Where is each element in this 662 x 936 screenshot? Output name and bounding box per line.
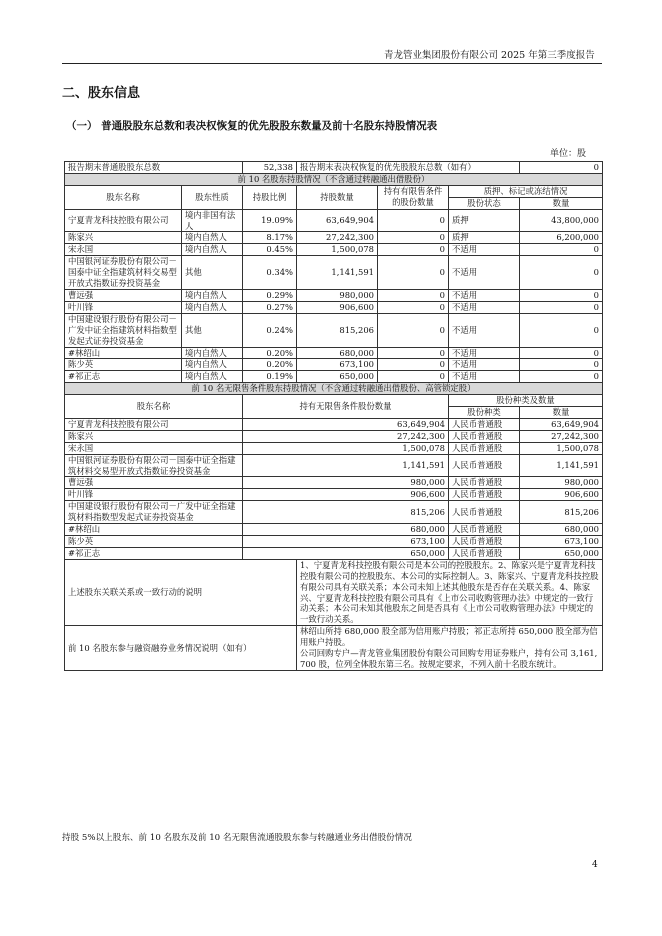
holder-qty: 906,600 (297, 301, 378, 313)
shareholder-table (64, 161, 603, 671)
holder-restricted: 0 (378, 301, 449, 313)
holder-ratio: 8.17% (243, 232, 297, 244)
section-title: 二、股东信息 (62, 86, 141, 101)
top10-row (65, 289, 603, 301)
holder-amount: 0 (520, 301, 603, 313)
u-amount: 815,206 (520, 501, 603, 524)
u-holder-name: 宁夏青龙科技控股有限公司 (65, 418, 243, 430)
u-share-type: 人民币普通股 (449, 501, 520, 524)
holder-status: 不适用 (449, 256, 520, 290)
holder-amount: 6,200,000 (520, 232, 603, 244)
holder-status: 质押 (449, 232, 520, 244)
u-holder-name: 曹远强 (65, 477, 243, 489)
holder-qty: 815,206 (297, 313, 378, 347)
margin-text-1: 林绍山所持 680,000 股全部为信用账户持股；祁正志所持 650,000 股全部为信用账户持股。 (300, 626, 598, 648)
u-share-type: 人民币普通股 (449, 524, 520, 536)
u-holder-qty: 63,649,904 (243, 418, 449, 430)
relation-text: 1、宁夏青龙科技控股有限公司是本公司的控股股东。2、陈家兴是宁夏青龙科技控股有限公司的控股股东、本公司的实际控制人。3、陈家兴、宁夏青龙科技控股有限公司具有关联关系；本公司未知上述其他股东是否存在关联关系。4、陈家兴、宁夏青龙科技控股有限公司具有《上市公司收购管理办法》中规定的一致行动关系；本公司未知其他股东之间是否具有《上市公司收购管理办法》中规定的一致行动关系。 (297, 559, 603, 625)
pref-holders-value: 0 (520, 162, 603, 174)
holder-restricted: 0 (378, 313, 449, 347)
top10-row (65, 371, 603, 383)
margin-text-2: 公司回购专户—青龙管业集团股份有限公司回购专用证券账户，持有公司 3,161,700 股，位列全体股东第三名。按规定要求，不列入前十名股东统计。 (300, 648, 598, 669)
holder-restricted: 0 (378, 244, 449, 256)
u-amount: 27,242,300 (520, 430, 603, 442)
holder-status: 质押 (449, 209, 520, 232)
top10-row (65, 244, 603, 256)
holder-qty: 1,500,078 (297, 244, 378, 256)
top10-row (65, 313, 603, 347)
u-holder-name: #林绍山 (65, 524, 243, 536)
holder-nature: 境内自然人 (182, 232, 243, 244)
header-ratio: 持股比例 (243, 185, 297, 209)
header-nature: 股东性质 (182, 185, 243, 209)
holder-status: 不适用 (449, 359, 520, 371)
unrestricted-row (65, 454, 603, 477)
holder-nature: 其他 (182, 313, 243, 347)
holder-restricted: 0 (378, 256, 449, 290)
holder-name: #林绍山 (65, 347, 182, 359)
holder-qty: 27,242,300 (297, 232, 378, 244)
unrestricted-row (65, 477, 603, 489)
unrestricted-row (65, 430, 603, 442)
holder-restricted: 0 (378, 232, 449, 244)
total-holders-label: 报告期末普通股股东总数 (65, 162, 243, 174)
holder-status: 不适用 (449, 289, 520, 301)
u-holder-name: #祁正志 (65, 547, 243, 559)
u-header-name: 股东名称 (65, 395, 243, 419)
header-restricted: 持有有限售条件的股份数量 (378, 185, 449, 209)
u-holder-name: 宋永国 (65, 442, 243, 454)
holder-nature: 境内自然人 (182, 347, 243, 359)
u-share-type: 人民币普通股 (449, 489, 520, 501)
holder-ratio: 19.09% (243, 209, 297, 232)
top10-row (65, 301, 603, 313)
u-header-type: 股份种类 (449, 407, 520, 419)
holder-name: 宋永国 (65, 244, 182, 256)
holder-amount: 0 (520, 244, 603, 256)
holder-name: 中国建设银行股份有限公司－广发中证全指建筑材料指数型发起式证券投资基金 (65, 313, 182, 347)
unrestricted-row (65, 442, 603, 454)
top10-caption: 前 10 名股东持股情况（不含通过转融通出借股份） (65, 173, 603, 185)
top10-row (65, 256, 603, 290)
holder-qty: 650,000 (297, 371, 378, 383)
u-holder-qty: 980,000 (243, 477, 449, 489)
summary-row (65, 162, 603, 174)
holder-amount: 0 (520, 256, 603, 290)
report-header-title: 青龙管业集团股份有限公司 2025 年第三季度报告 (384, 50, 595, 61)
holder-qty: 673,100 (297, 359, 378, 371)
holder-restricted: 0 (378, 289, 449, 301)
holder-qty: 680,000 (297, 347, 378, 359)
holder-name: 宁夏青龙科技控股有限公司 (65, 209, 182, 232)
unrestricted-row (65, 489, 603, 501)
u-holder-name: 中国银河证券股份有限公司－国泰中证全指建筑材料交易型开放式指数证券投资基金 (65, 454, 243, 477)
header-name: 股东名称 (65, 185, 182, 209)
holder-amount: 0 (520, 347, 603, 359)
footer-note: 持股 5%以上股东、前 10 名股东及前 10 名无限售流通股股东参与转融通业务出借股份情况 (62, 833, 412, 843)
unrestricted-row (65, 547, 603, 559)
header-qty: 持股数量 (297, 185, 378, 209)
holder-name: 叶川锋 (65, 301, 182, 313)
total-holders-value: 52,338 (243, 162, 297, 174)
u-share-type: 人民币普通股 (449, 442, 520, 454)
unrestricted-row (65, 536, 603, 548)
u-holder-name: 陈少英 (65, 536, 243, 548)
holder-ratio: 0.20% (243, 359, 297, 371)
u-amount: 673,100 (520, 536, 603, 548)
holder-ratio: 0.27% (243, 301, 297, 313)
header-amount: 数量 (520, 197, 603, 209)
holder-nature: 境内自然人 (182, 244, 243, 256)
u-amount: 906,600 (520, 489, 603, 501)
u-header-amount: 数量 (520, 407, 603, 419)
holder-ratio: 0.45% (243, 244, 297, 256)
top10-row (65, 209, 603, 232)
u-share-type: 人民币普通股 (449, 547, 520, 559)
holder-nature: 境内非国有法人 (182, 209, 243, 232)
u-share-type: 人民币普通股 (449, 430, 520, 442)
unrestricted-row (65, 524, 603, 536)
u-header-qty: 持有无限售条件股份数量 (243, 395, 449, 419)
u-holder-qty: 27,242,300 (243, 430, 449, 442)
subsection-title: （一） 普通股股东总数和表决权恢复的优先股股东数量及前十名股东持股情况表 (66, 120, 438, 132)
top10-row (65, 232, 603, 244)
holder-restricted: 0 (378, 209, 449, 232)
relation-label: 上述股东关联关系或一致行动的说明 (65, 559, 297, 625)
margin-text (297, 626, 603, 671)
u-amount: 680,000 (520, 524, 603, 536)
unrestricted-row (65, 501, 603, 524)
header-pledge: 质押、标记或冻结情况 (449, 185, 603, 197)
holder-ratio: 0.20% (243, 347, 297, 359)
u-holder-qty: 906,600 (243, 489, 449, 501)
holder-restricted: 0 (378, 359, 449, 371)
header-divider (62, 63, 602, 64)
holder-name: 中国银河证券股份有限公司－国泰中证全指建筑材料交易型开放式指数证券投资基金 (65, 256, 182, 290)
header-status: 股份状态 (449, 197, 520, 209)
unrestricted-header-row (65, 395, 603, 407)
top10-row (65, 359, 603, 371)
top10-row (65, 347, 603, 359)
holder-qty: 63,649,904 (297, 209, 378, 232)
relation-row (65, 559, 603, 625)
holder-amount: 0 (520, 371, 603, 383)
unrestricted-row (65, 418, 603, 430)
holder-name: 陈少英 (65, 359, 182, 371)
holder-status: 不适用 (449, 371, 520, 383)
u-amount: 650,000 (520, 547, 603, 559)
u-amount: 63,649,904 (520, 418, 603, 430)
holder-name: 陈家兴 (65, 232, 182, 244)
margin-row (65, 626, 603, 671)
holder-ratio: 0.29% (243, 289, 297, 301)
u-share-type: 人民币普通股 (449, 477, 520, 489)
holder-nature: 境内自然人 (182, 359, 243, 371)
u-amount: 1,141,591 (520, 454, 603, 477)
u-holder-name: 陈家兴 (65, 430, 243, 442)
u-holder-qty: 650,000 (243, 547, 449, 559)
page-number: 4 (592, 860, 598, 870)
holder-nature: 境内自然人 (182, 371, 243, 383)
holder-name: 曹远强 (65, 289, 182, 301)
holder-ratio: 0.34% (243, 256, 297, 290)
holder-restricted: 0 (378, 347, 449, 359)
u-share-type: 人民币普通股 (449, 454, 520, 477)
holder-ratio: 0.24% (243, 313, 297, 347)
u-amount: 1,500,078 (520, 442, 603, 454)
margin-label: 前 10 名股东参与融资融券业务情况说明（如有） (65, 626, 297, 671)
u-header-type-group: 股份种类及数量 (449, 395, 603, 407)
u-holder-name: 叶川锋 (65, 489, 243, 501)
holder-amount: 0 (520, 359, 603, 371)
u-holder-qty: 1,141,591 (243, 454, 449, 477)
holder-status: 不适用 (449, 347, 520, 359)
holder-amount: 43,800,000 (520, 209, 603, 232)
holder-ratio: 0.19% (243, 371, 297, 383)
holder-nature: 境内自然人 (182, 301, 243, 313)
u-holder-qty: 673,100 (243, 536, 449, 548)
u-holder-qty: 1,500,078 (243, 442, 449, 454)
u-holder-qty: 680,000 (243, 524, 449, 536)
holder-qty: 980,000 (297, 289, 378, 301)
holder-name: #祁正志 (65, 371, 182, 383)
top10-header-row (65, 185, 603, 197)
unit-label: 单位：股 (550, 149, 587, 159)
holder-amount: 0 (520, 313, 603, 347)
holder-amount: 0 (520, 289, 603, 301)
holder-qty: 1,141,591 (297, 256, 378, 290)
holder-nature: 其他 (182, 256, 243, 290)
pref-holders-label: 报告期末表决权恢复的优先股股东总数（如有） (297, 162, 520, 174)
unrestricted-caption: 前 10 名无限售条件股东持股情况（不含通过转融通出借股份、高管锁定股） (65, 383, 603, 395)
holder-restricted: 0 (378, 371, 449, 383)
u-amount: 980,000 (520, 477, 603, 489)
holder-status: 不适用 (449, 301, 520, 313)
u-share-type: 人民币普通股 (449, 418, 520, 430)
u-holder-name: 中国建设银行股份有限公司－广发中证全指建筑材料指数型发起式证券投资基金 (65, 501, 243, 524)
holder-nature: 境内自然人 (182, 289, 243, 301)
holder-status: 不适用 (449, 244, 520, 256)
u-share-type: 人民币普通股 (449, 536, 520, 548)
u-holder-qty: 815,206 (243, 501, 449, 524)
holder-status: 不适用 (449, 313, 520, 347)
